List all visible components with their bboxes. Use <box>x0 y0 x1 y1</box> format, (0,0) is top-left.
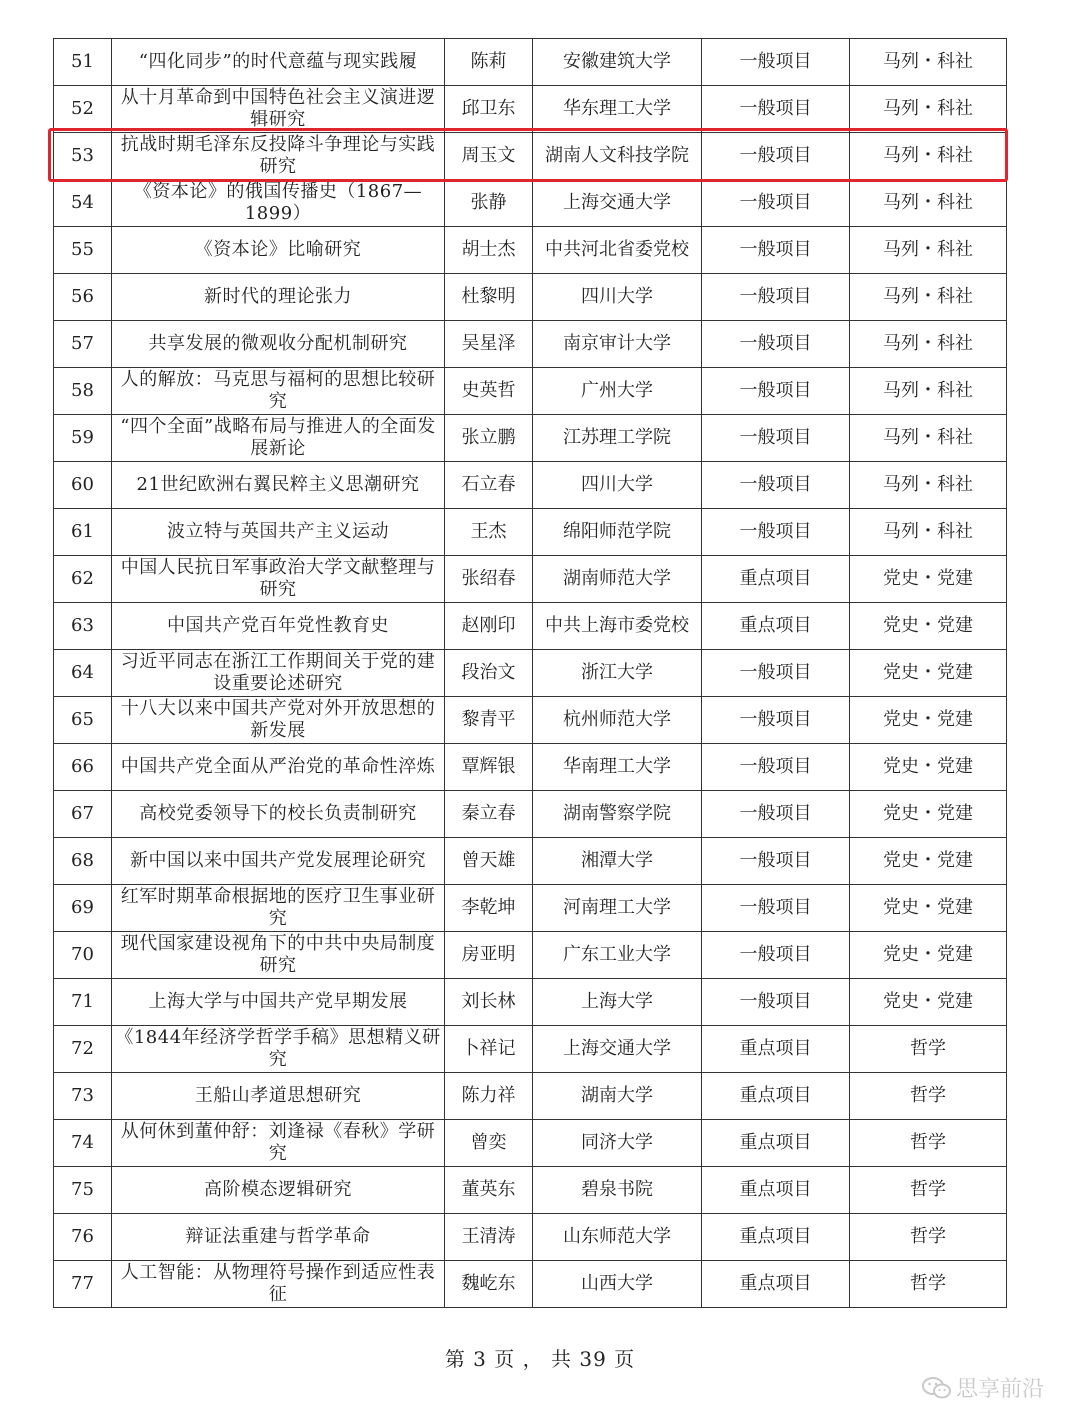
cell-no: 55 <box>54 227 112 274</box>
cell-no: 54 <box>54 180 112 227</box>
cell-unit: 四川大学 <box>533 462 702 509</box>
table-row <box>54 1026 1007 1073</box>
table-row <box>54 180 1007 227</box>
cell-type: 一般项目 <box>702 697 850 744</box>
cell-unit: 杭州师范大学 <box>533 697 702 744</box>
cell-type: 重点项目 <box>702 1167 850 1214</box>
table-row <box>54 932 1007 979</box>
cell-unit: 湖南师范大学 <box>533 556 702 603</box>
table-row <box>54 979 1007 1026</box>
cell-person: 张立鹏 <box>445 415 533 462</box>
cell-no: 53 <box>54 133 112 180</box>
cell-category: 哲学 <box>850 1073 1007 1120</box>
cell-type: 重点项目 <box>702 1073 850 1120</box>
cell-category: 马列・科社 <box>850 321 1007 368</box>
cell-title: 从十月革命到中国特色社会主义演进逻辑研究 <box>112 86 445 133</box>
cell-no: 56 <box>54 274 112 321</box>
wechat-icon <box>922 1376 952 1400</box>
cell-person: 覃辉银 <box>445 744 533 791</box>
table-row <box>54 274 1007 321</box>
cell-unit: 中共上海市委党校 <box>533 603 702 650</box>
cell-person: 曾奕 <box>445 1120 533 1167</box>
cell-title: 王船山孝道思想研究 <box>112 1073 445 1120</box>
cell-type: 重点项目 <box>702 1120 850 1167</box>
cell-title: 辩证法重建与哲学革命 <box>112 1214 445 1261</box>
cell-type: 一般项目 <box>702 180 850 227</box>
cell-title: 新时代的理论张力 <box>112 274 445 321</box>
table-row <box>54 368 1007 415</box>
cell-title: 波立特与英国共产主义运动 <box>112 509 445 556</box>
cell-category: 马列・科社 <box>850 368 1007 415</box>
table-row <box>54 415 1007 462</box>
cell-no: 61 <box>54 509 112 556</box>
cell-category: 哲学 <box>850 1214 1007 1261</box>
cell-type: 一般项目 <box>702 791 850 838</box>
cell-type: 重点项目 <box>702 1261 850 1308</box>
table-row <box>54 39 1007 86</box>
cell-title: 十八大以来中国共产党对外开放思想的新发展 <box>112 697 445 744</box>
cell-category: 哲学 <box>850 1261 1007 1308</box>
cell-no: 59 <box>54 415 112 462</box>
cell-person: 赵刚印 <box>445 603 533 650</box>
cell-category: 哲学 <box>850 1120 1007 1167</box>
table-row <box>54 744 1007 791</box>
cell-person: 吴星泽 <box>445 321 533 368</box>
cell-type: 一般项目 <box>702 979 850 1026</box>
cell-type: 一般项目 <box>702 86 850 133</box>
cell-unit: 河南理工大学 <box>533 885 702 932</box>
cell-no: 60 <box>54 462 112 509</box>
cell-unit: 江苏理工学院 <box>533 415 702 462</box>
table-row <box>54 791 1007 838</box>
watermark-text: 思享前沿 <box>955 1377 1044 1402</box>
cell-title: 中国共产党全面从严治党的革命性淬炼 <box>112 744 445 791</box>
table-row <box>54 1214 1007 1261</box>
cell-unit: 上海大学 <box>533 979 702 1026</box>
cell-category: 党史・党建 <box>850 885 1007 932</box>
cell-no: 65 <box>54 697 112 744</box>
cell-person: 史英哲 <box>445 368 533 415</box>
cell-no: 74 <box>54 1120 112 1167</box>
cell-no: 57 <box>54 321 112 368</box>
cell-type: 一般项目 <box>702 462 850 509</box>
cell-type: 重点项目 <box>702 556 850 603</box>
cell-unit: 南京审计大学 <box>533 321 702 368</box>
cell-no: 58 <box>54 368 112 415</box>
table-row <box>54 227 1007 274</box>
cell-title: 抗战时期毛泽东反投降斗争理论与实践研究 <box>112 133 445 180</box>
table-row <box>54 321 1007 368</box>
cell-category: 党史・党建 <box>850 744 1007 791</box>
cell-no: 67 <box>54 791 112 838</box>
cell-title: 新中国以来中国共产党发展理论研究 <box>112 838 445 885</box>
cell-category: 马列・科社 <box>850 227 1007 274</box>
cell-no: 70 <box>54 932 112 979</box>
cell-type: 一般项目 <box>702 650 850 697</box>
cell-type: 一般项目 <box>702 838 850 885</box>
cell-person: 魏屹东 <box>445 1261 533 1308</box>
watermark <box>922 1372 1044 1403</box>
cell-no: 66 <box>54 744 112 791</box>
cell-no: 72 <box>54 1026 112 1073</box>
table-row <box>54 509 1007 556</box>
cell-category: 马列・科社 <box>850 415 1007 462</box>
cell-unit: 浙江大学 <box>533 650 702 697</box>
cell-type: 一般项目 <box>702 885 850 932</box>
table-body <box>54 39 1007 1308</box>
table-row <box>54 462 1007 509</box>
cell-title: 中国共产党百年党性教育史 <box>112 603 445 650</box>
cell-no: 73 <box>54 1073 112 1120</box>
cell-unit: 湖南大学 <box>533 1073 702 1120</box>
cell-person: 王清涛 <box>445 1214 533 1261</box>
cell-no: 75 <box>54 1167 112 1214</box>
cell-title: 从何休到董仲舒：刘逢禄《春秋》学研究 <box>112 1120 445 1167</box>
cell-person: 张静 <box>445 180 533 227</box>
cell-person: 刘长林 <box>445 979 533 1026</box>
cell-unit: 碧泉书院 <box>533 1167 702 1214</box>
cell-category: 哲学 <box>850 1026 1007 1073</box>
cell-category: 马列・科社 <box>850 86 1007 133</box>
cell-unit: 湖南警察学院 <box>533 791 702 838</box>
cell-category: 马列・科社 <box>850 133 1007 180</box>
cell-person: 董英东 <box>445 1167 533 1214</box>
cell-person: 房亚明 <box>445 932 533 979</box>
table-row <box>54 838 1007 885</box>
cell-unit: 广州大学 <box>533 368 702 415</box>
cell-type: 重点项目 <box>702 603 850 650</box>
cell-title: 《1844年经济学哲学手稿》思想精义研究 <box>112 1026 445 1073</box>
cell-unit: 同济大学 <box>533 1120 702 1167</box>
cell-person: 李乾坤 <box>445 885 533 932</box>
cell-type: 一般项目 <box>702 415 850 462</box>
cell-category: 党史・党建 <box>850 697 1007 744</box>
cell-unit: 华南理工大学 <box>533 744 702 791</box>
cell-type: 一般项目 <box>702 39 850 86</box>
cell-title: “四个全面”战略布局与推进人的全面发展新论 <box>112 415 445 462</box>
cell-type: 一般项目 <box>702 133 850 180</box>
cell-no: 63 <box>54 603 112 650</box>
cell-type: 一般项目 <box>702 274 850 321</box>
cell-title: 人工智能：从物理符号操作到适应性表征 <box>112 1261 445 1308</box>
cell-no: 52 <box>54 86 112 133</box>
cell-type: 一般项目 <box>702 509 850 556</box>
table-row <box>54 556 1007 603</box>
cell-person: 杜黎明 <box>445 274 533 321</box>
cell-unit: 山东师范大学 <box>533 1214 702 1261</box>
cell-person: 秦立春 <box>445 791 533 838</box>
table-row <box>54 133 1007 180</box>
cell-title: 共享发展的微观收分配机制研究 <box>112 321 445 368</box>
cell-no: 76 <box>54 1214 112 1261</box>
cell-person: 段治文 <box>445 650 533 697</box>
cell-no: 51 <box>54 39 112 86</box>
cell-person: 陈力祥 <box>445 1073 533 1120</box>
table-row <box>54 885 1007 932</box>
cell-title: 《资本论》的俄国传播史（1867—1899） <box>112 180 445 227</box>
cell-type: 一般项目 <box>702 368 850 415</box>
table-row <box>54 1261 1007 1308</box>
cell-category: 党史・党建 <box>850 838 1007 885</box>
cell-category: 马列・科社 <box>850 462 1007 509</box>
cell-title: 上海大学与中国共产党早期发展 <box>112 979 445 1026</box>
table-row <box>54 1073 1007 1120</box>
cell-type: 一般项目 <box>702 227 850 274</box>
cell-unit: 湘潭大学 <box>533 838 702 885</box>
cell-unit: 广东工业大学 <box>533 932 702 979</box>
cell-title: 红军时期革命根据地的医疗卫生事业研究 <box>112 885 445 932</box>
cell-category: 党史・党建 <box>850 979 1007 1026</box>
cell-category: 党史・党建 <box>850 650 1007 697</box>
table-row <box>54 603 1007 650</box>
cell-category: 党史・党建 <box>850 603 1007 650</box>
cell-person: 黎青平 <box>445 697 533 744</box>
cell-person: 周玉文 <box>445 133 533 180</box>
cell-type: 一般项目 <box>702 321 850 368</box>
cell-title: 《资本论》比喻研究 <box>112 227 445 274</box>
cell-title: “四化同步”的时代意蕴与现实践履 <box>112 39 445 86</box>
cell-title: 高校党委领导下的校长负责制研究 <box>112 791 445 838</box>
cell-title: 习近平同志在浙江工作期间关于党的建设重要论述研究 <box>112 650 445 697</box>
cell-no: 77 <box>54 1261 112 1308</box>
cell-category: 马列・科社 <box>850 509 1007 556</box>
cell-person: 卜祥记 <box>445 1026 533 1073</box>
cell-type: 重点项目 <box>702 1026 850 1073</box>
cell-category: 马列・科社 <box>850 39 1007 86</box>
cell-category: 党史・党建 <box>850 556 1007 603</box>
table-row <box>54 650 1007 697</box>
cell-no: 64 <box>54 650 112 697</box>
cell-unit: 湖南人文科技学院 <box>533 133 702 180</box>
cell-person: 王杰 <box>445 509 533 556</box>
cell-type: 一般项目 <box>702 932 850 979</box>
project-table <box>53 38 1007 1308</box>
cell-category: 党史・党建 <box>850 791 1007 838</box>
cell-person: 胡士杰 <box>445 227 533 274</box>
cell-category: 党史・党建 <box>850 932 1007 979</box>
cell-no: 71 <box>54 979 112 1026</box>
cell-no: 68 <box>54 838 112 885</box>
page-footer: 第 3 页 ， 共 39 页 <box>444 1347 636 1371</box>
cell-unit: 华东理工大学 <box>533 86 702 133</box>
cell-unit: 中共河北省委党校 <box>533 227 702 274</box>
cell-category: 马列・科社 <box>850 180 1007 227</box>
cell-person: 曾天雄 <box>445 838 533 885</box>
cell-unit: 安徽建筑大学 <box>533 39 702 86</box>
cell-unit: 上海交通大学 <box>533 180 702 227</box>
cell-no: 62 <box>54 556 112 603</box>
cell-person: 陈莉 <box>445 39 533 86</box>
cell-no: 69 <box>54 885 112 932</box>
cell-category: 马列・科社 <box>850 274 1007 321</box>
cell-person: 邱卫东 <box>445 86 533 133</box>
table-row <box>54 697 1007 744</box>
cell-title: 中国人民抗日军事政治大学文献整理与研究 <box>112 556 445 603</box>
cell-title: 高阶模态逻辑研究 <box>112 1167 445 1214</box>
table-row <box>54 86 1007 133</box>
cell-title: 21世纪欧洲右翼民粹主义思潮研究 <box>112 462 445 509</box>
cell-type: 重点项目 <box>702 1214 850 1261</box>
cell-unit: 山西大学 <box>533 1261 702 1308</box>
cell-person: 张绍春 <box>445 556 533 603</box>
cell-unit: 绵阳师范学院 <box>533 509 702 556</box>
table-row <box>54 1167 1007 1214</box>
cell-unit: 四川大学 <box>533 274 702 321</box>
cell-person: 石立春 <box>445 462 533 509</box>
cell-title: 人的解放：马克思与福柯的思想比较研究 <box>112 368 445 415</box>
cell-title: 现代国家建设视角下的中共中央局制度研究 <box>112 932 445 979</box>
table-row <box>54 1120 1007 1167</box>
cell-type: 一般项目 <box>702 744 850 791</box>
cell-unit: 上海交通大学 <box>533 1026 702 1073</box>
cell-category: 哲学 <box>850 1167 1007 1214</box>
